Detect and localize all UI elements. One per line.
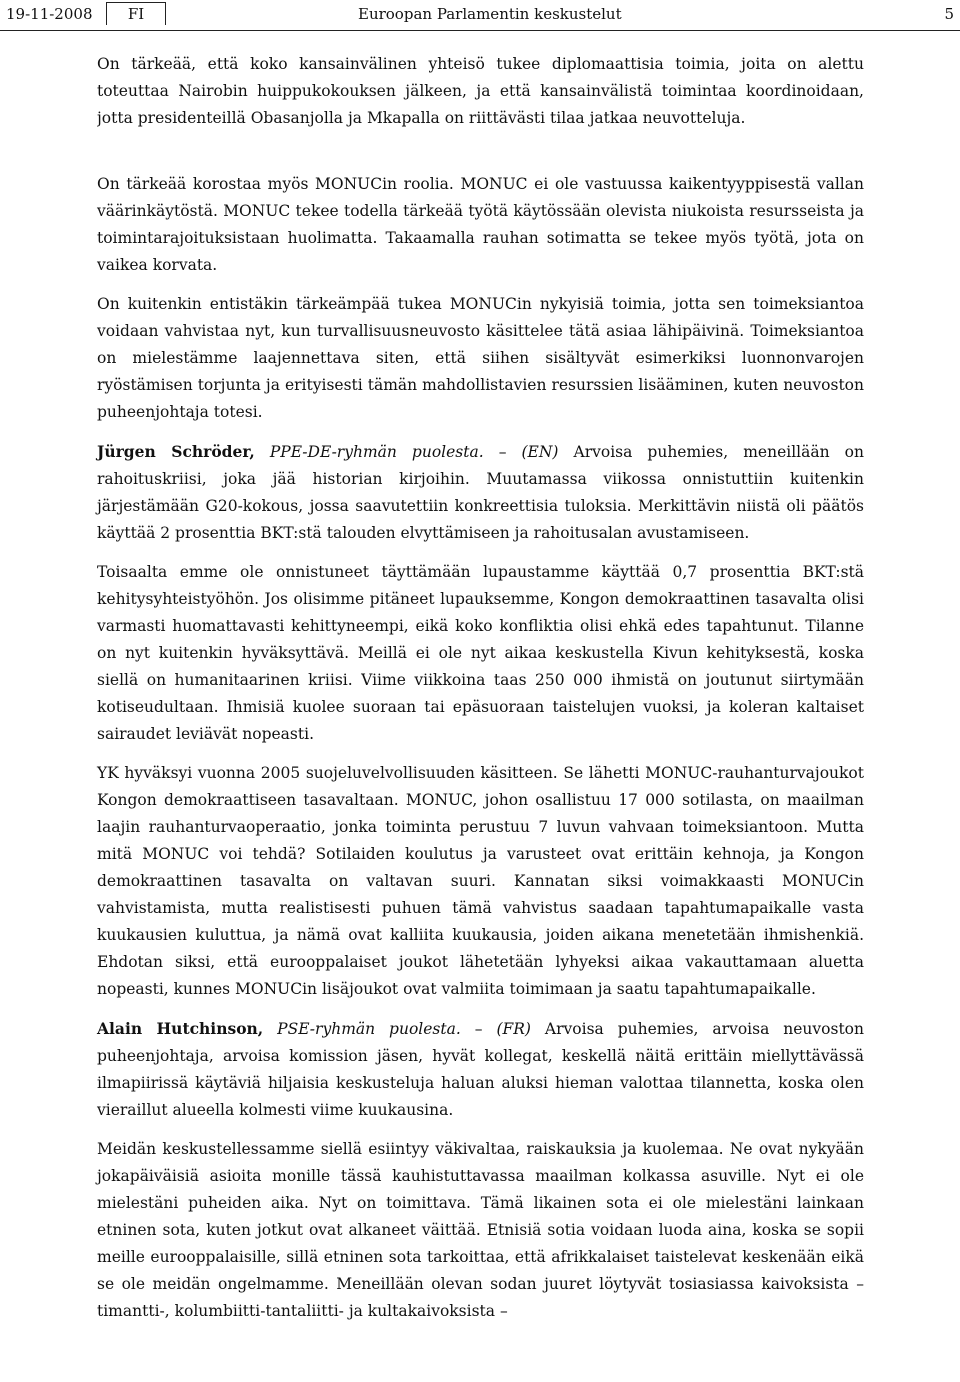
speech-text: Arvoisa puhemies, meneillään on rahoituskriisi, joka jää historian kirjoihin. Muutamassa viikossa onnistuttiin kuitenkin järjestämään G20-kokous, jossa saavutettiin konkreettisia tuloksia. Merkittävin niistä oli päätös käyttää 2 prosenttia BKT:stä talouden elvyttämiseen ja rahoitusalan avustamiseen. [97, 443, 864, 542]
header-title: Euroopan Parlamentin keskustelut [358, 5, 622, 23]
paragraph-1: On tärkeää, että koko kansainvälinen yhteisö tukee diplomaattisia toimia, joita on alettu toteuttaa Nairobin huippukokouksen jälkeen, ja että kansainvälistä toimintaa koordinoidaan, jotta presidenteillä Obasanjolla ja Mkapalla on riittävästi tilaa jatkaa neuvotteluja. [97, 55, 864, 127]
speaker-affiliation: PPE-DE-ryhmän puolesta. [269, 443, 484, 461]
paragraph-5: Toisaalta emme ole onnistuneet täyttämään lupaustamme käyttää 0,7 prosenttia BKT:stä kehitysyhteistyöhön. Jos olisimme pitäneet lupauksemme, Kongon demokraattinen tasavalta olisi varmasti huomattavasti kehittyneempi, eikä koko konfliktia olisi ehkä edes tapahtunut. Tilanne on nyt kuitenkin hyväksyttävä. Meillä ei ole nyt aikaa keskustella Kivun kehityksestä, koska siellä on humanitaarinen kriisi. Viime viikkoina taas 250 000 ihmistä on joutunut siirtymään kotiseudultaan. Ihmisiä kuolee suoraan tai epäsuoraan taistelujen vuoksi, ja koleran kaltaiset sairaudet leviävät nopeasti. [97, 563, 864, 743]
speaker-name: Alain Hutchinson, [97, 1019, 264, 1038]
speech-text: Arvoisa puhemies, arvoisa neuvoston puheenjohtaja, arvoisa komission jäsen, hyvät kollegat, keskellä näitä erittäin miellyttävässä ilmapiirissä käytäviä hiljaisia keskusteluja haluan aluksi hieman valottaa tilannetta, koska olen vieraillut alueella kolmesti viime kuukausina. [97, 1020, 864, 1119]
speech-dash: – [498, 443, 507, 461]
speech-dash: – [474, 1020, 483, 1038]
page-number: 5 [944, 5, 954, 23]
speaker-hutchinson-paragraph [97, 1015, 864, 1124]
header-date: 19-11-2008 [6, 5, 93, 23]
paragraph-8: Meidän keskustellessamme siellä esiintyy väkivaltaa, raiskauksia ja kuolemaa. Ne ovat nykyään jokapäiväisiä asioita monille tässä kauhistuttavassa maailman kolkassa asuville. Nyt ei ole mielestäni puheiden aika. Nyt on toimittava. Tämä likainen sota ei ole mielestäni lainkaan etninen sota, kuten jotkut ovat alkaneet väittää. Etnisiä sotia voidaan luoda aina, koska se sopii meille eurooppalaisille, sillä etninen sota tarkoittaa, että afrikkalaiset taistelevat keskenään eikä se ole meidän ongelmamme. Meneillään olevan sodan juuret löytyvät tosiasiassa kaivoksista – timantti-, kolumbiitti-tantaliitti- ja kultakaivoksista – [97, 1140, 864, 1320]
speech-language-code: (FR) [496, 1020, 531, 1038]
paragraph-2: On tärkeää korostaa myös MONUCin roolia. MONUC ei ole vastuussa kaikentyyppisestä vallan väärinkäytöstä. MONUC tekee todella tärkeää työtä käytössään olevista niukoista resursseista ja toimintarajoituksistaan huolimatta. Takaamalla rauhan sotimatta se tekee myös työtä, jota on vaikea korvata. [97, 175, 864, 274]
paragraph-3: On kuitenkin entistäkin tärkeämpää tukea MONUCin nykyisiä toimia, jotta sen toimeksiantoa voidaan vahvistaa nyt, kun turvallisuusneuvosto käsittelee tätä asiaa lähipäivinä. Toimeksiantoa on mielestämme laajennettava siten, että siihen sisältyvät esimerkiksi luonnonvarojen ryöstämisen torjunta ja erityisesti tämän mahdollistavien resurssien lisääminen, kuten neuvoston puheenjohtaja totesi. [97, 295, 864, 421]
speaker-affiliation: PSE-ryhmän puolesta. [277, 1020, 461, 1038]
paragraph-6: YK hyväksyi vuonna 2005 suojeluvelvollisuuden käsitteen. Se lähetti MONUC-rauhanturvajoukot Kongon demokraattiseen tasavaltaan. MONUC, johon osallistuu 17 000 sotilasta, on maailman laajin rauhanturvaoperaatio, jonka toiminta perustuu 7 luvun vahvaan toimeksiantoon. Mutta mitä MONUC voi tehdä? Sotilaiden koulutus ja varusteet ovat erittäin kehnoja, ja Kongon demokraattinen tasavalta on valtavan suuri. Kannatan siksi voimakkaasti MONUCin vahvistamista, mutta realistisesti puhuen tämä vahvistus saadaan tapahtumapaikalle vasta kuukausien kuluttua, ja nämä ovat kalliita kuukausia, joiden aikana menetetään ihmishenkiä. Ehdotan siksi, että eurooppalaiset joukot lähetetään lyhyeksi aikaa vakauttamaan aluetta nopeasti, kunnes MONUCin lisäjoukot ovat valmiita toimimaan ja saatu tapahtumapaikalle. [97, 764, 864, 998]
document-body [97, 51, 864, 1325]
speech-language-code: (EN) [521, 443, 559, 461]
speaker-schroder-paragraph [97, 438, 864, 547]
page-header [0, 0, 960, 31]
language-badge: FI [106, 2, 166, 25]
speaker-name: Jürgen Schröder, [97, 442, 255, 461]
